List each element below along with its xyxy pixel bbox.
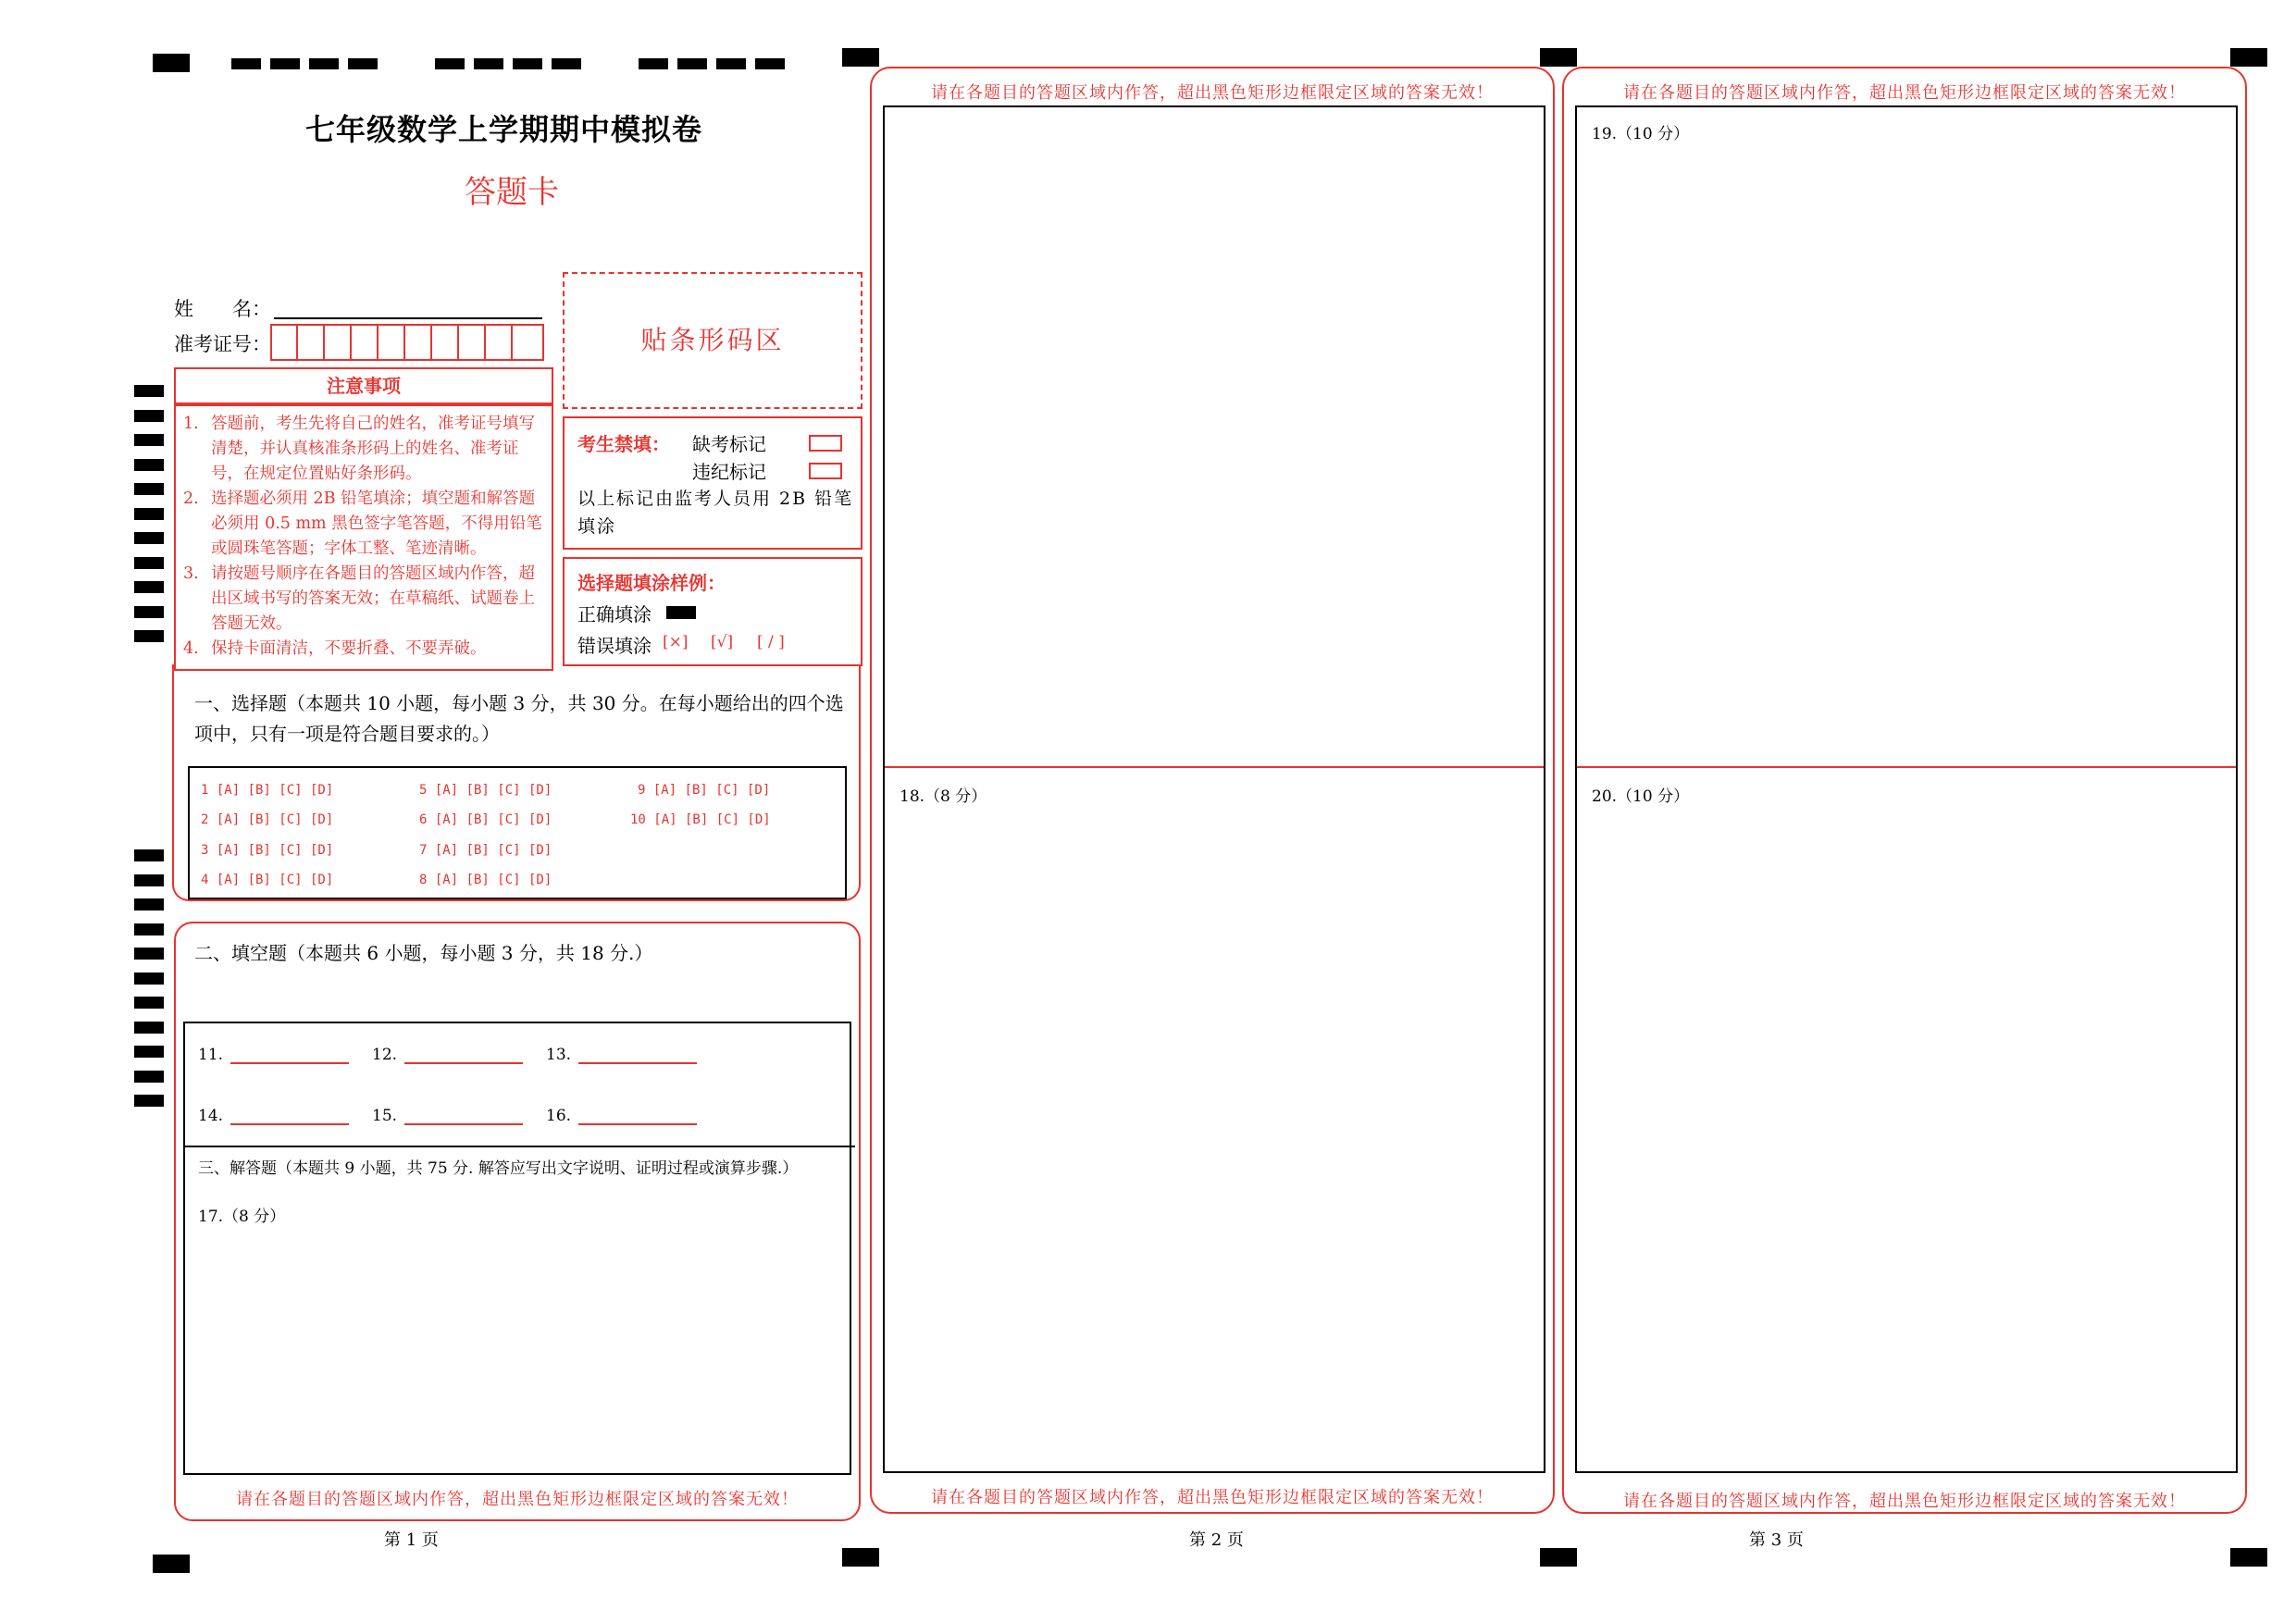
q19-label: 19.（10 分） (1592, 125, 1690, 143)
timing-mark (134, 898, 164, 911)
timing-mark (134, 1022, 164, 1034)
registration-mark (1540, 48, 1577, 67)
timing-mark (134, 997, 164, 1009)
choice-q5[interactable]: 5 [A] [B] [C] [D] (419, 783, 552, 798)
q17-label: 17.（8 分） (198, 1208, 286, 1226)
choice-q3[interactable]: 3 [A] [B] [C] [D] (201, 843, 334, 858)
timing-mark (134, 606, 164, 618)
barcode-label: 贴条形码区 (640, 325, 785, 355)
warning-banner: 请在各题目的答题区域内作答，超出黑色矩形边框限定区域的答案无效！ (1623, 1492, 2186, 1511)
fill-in-area (183, 1022, 851, 1475)
wrong-fill-label: 错误填涂 (577, 635, 652, 657)
blank-label: 15. (372, 1107, 398, 1125)
timing-mark (134, 508, 164, 520)
choice-q2[interactable]: 2 [A] [B] [C] [D] (201, 812, 334, 827)
timing-mark (134, 1046, 164, 1058)
blank-13[interactable] (578, 1044, 697, 1064)
registration-mark (842, 1548, 879, 1567)
violation-label: 违纪标记 (692, 461, 766, 483)
registration-mark (435, 58, 465, 69)
forbidden-note: 以上标记由监考人员用 2B 铅笔填涂 (577, 489, 854, 537)
wrong-mark: [×] (663, 633, 689, 651)
registration-mark (513, 58, 542, 69)
timing-mark (134, 1071, 164, 1083)
id-label: 准考证号： (174, 333, 271, 355)
timing-mark (134, 434, 164, 446)
choice-q9[interactable]: 9 [A] [B] [C] [D] (638, 783, 771, 798)
timing-mark (134, 410, 164, 422)
warning-banner: 请在各题目的答题区域内作答，超出黑色矩形边框限定区域的答案无效！ (931, 83, 1494, 103)
blank-14[interactable] (230, 1105, 349, 1125)
wrong-mark: [ / ] (757, 633, 785, 651)
timing-mark (134, 385, 164, 397)
section1-heading: 一、选择题（本题共 10 小题，每小题 3 分，共 30 分。在每小题给出的四个选项中，只有一项是符合题目要求的。） (194, 692, 844, 745)
timing-mark (134, 532, 164, 544)
registration-mark (309, 58, 339, 69)
warning-banner: 请在各题目的答题区域内作答，超出黑色矩形边框限定区域的答案无效！ (931, 1488, 1494, 1507)
blank-label: 16. (546, 1107, 572, 1125)
divider (885, 766, 1544, 768)
registration-mark (153, 54, 190, 72)
choice-q7[interactable]: 7 [A] [B] [C] [D] (419, 843, 552, 858)
registration-mark (755, 58, 785, 69)
name-line[interactable] (274, 317, 542, 319)
q18-answer-area[interactable] (885, 811, 1544, 1469)
section1-box (172, 664, 861, 901)
q20-label: 20.（10 分） (1592, 787, 1690, 806)
timing-mark (134, 923, 164, 935)
divider (1577, 766, 2236, 768)
registration-mark (231, 58, 261, 69)
notice-item: 4. 保持卡面清洁，不要折叠、不要弄破。 (183, 639, 487, 658)
choice-q4[interactable]: 4 [A] [B] [C] [D] (201, 873, 334, 887)
absent-label: 缺考标记 (692, 433, 766, 455)
page2-answer-frame (883, 105, 1545, 1473)
registration-mark (1540, 1548, 1577, 1567)
notice-title-box (174, 367, 553, 404)
timing-mark (134, 483, 164, 495)
registration-mark (2230, 48, 2267, 67)
violation-checkbox[interactable] (809, 463, 842, 479)
section2-box (174, 922, 861, 1521)
correct-fill-label: 正确填涂 (577, 603, 652, 626)
blank-11[interactable] (230, 1044, 349, 1064)
forbidden-box (563, 416, 863, 550)
notice-item: 3. 请按题号顺序在各题目的答题区域内作答，超出区域书写的答案无效；在草稿纸、试题卷上答题无效。 (183, 564, 535, 633)
choice-q10[interactable]: 10 [A] [B] [C] [D] (630, 812, 771, 827)
timing-mark (134, 1095, 164, 1107)
blank-16[interactable] (578, 1105, 697, 1125)
warning-banner: 请在各题目的答题区域内作答，超出黑色矩形边框限定区域的答案无效！ (236, 1490, 799, 1509)
registration-mark (2230, 1548, 2267, 1567)
answer-card-title: 答题卡 (465, 174, 559, 211)
fill-example-title: 选择题填涂样例： (577, 572, 726, 594)
registration-mark (842, 48, 879, 67)
registration-mark (677, 58, 707, 69)
name-label: 姓 名： (174, 298, 271, 320)
blank-label: 13. (546, 1046, 572, 1064)
timing-mark (134, 973, 164, 985)
warning-banner: 请在各题目的答题区域内作答，超出黑色矩形边框限定区域的答案无效！ (1623, 83, 2186, 103)
q17-continued-area[interactable] (885, 107, 1544, 766)
choice-q1[interactable]: 1 [A] [B] [C] [D] (201, 783, 334, 798)
q19-answer-area[interactable] (1577, 144, 2236, 764)
q17-answer-area[interactable] (185, 1208, 851, 1468)
blank-label: 14. (198, 1107, 224, 1125)
section2-heading: 二、填空题（本题共 6 小题，每小题 3 分，共 18 分.） (194, 942, 653, 964)
timing-mark (134, 874, 164, 886)
registration-mark (270, 58, 300, 69)
notice-item: 2. 选择题必须用 2B 铅笔填涂；填空题和解答题必须用 0.5 mm 黑色签字笔答题，不得用铅笔或圆珠笔答题；字体工整、笔迹清晰。 (183, 489, 542, 558)
blank-label: 12. (372, 1046, 398, 1064)
notice-box (174, 404, 553, 671)
blank-15[interactable] (404, 1105, 523, 1125)
registration-mark (474, 58, 503, 69)
timing-mark (134, 557, 164, 569)
page-number: 第 2 页 (1189, 1530, 1244, 1550)
timing-mark (134, 459, 164, 471)
divider (185, 1146, 855, 1147)
exam-title: 七年级数学上学期期中模拟卷 (305, 112, 703, 147)
choice-q8[interactable]: 8 [A] [B] [C] [D] (419, 873, 552, 887)
absent-checkbox[interactable] (809, 435, 842, 452)
page3-frame (1562, 67, 2247, 1514)
q18-label: 18.（8 分） (900, 787, 987, 806)
page-number: 第 3 页 (1749, 1530, 1804, 1550)
blank-12[interactable] (404, 1044, 523, 1064)
wrong-mark: [√] (711, 633, 734, 651)
notice-title: 注意事项 (327, 375, 401, 397)
barcode-area (563, 272, 863, 409)
notice-item: 1. 答题前，考生先将自己的姓名，准考证号填写清楚，并认真核准条形码上的姓名、准考证号，在规定位置贴好条形码。 (183, 415, 535, 483)
filled-mark-icon (666, 606, 696, 619)
q20-answer-area[interactable] (1577, 811, 2236, 1469)
forbidden-title: 考生禁填： (577, 433, 670, 455)
fill-example-box (563, 557, 863, 666)
page-number: 第 1 页 (384, 1530, 439, 1550)
page2-frame (870, 67, 1555, 1514)
section3-heading: 三、解答题（本题共 9 小题，共 75 分. 解答应写出文字说明、证明过程或演算步骤.） (198, 1159, 799, 1178)
choice-q6[interactable]: 6 [A] [B] [C] [D] (419, 812, 552, 827)
registration-mark (716, 58, 746, 69)
registration-mark (348, 58, 378, 69)
timing-mark (134, 948, 164, 960)
choice-grid (188, 766, 847, 899)
timing-mark (134, 849, 164, 861)
id-cells[interactable] (270, 324, 544, 361)
registration-mark (153, 1555, 190, 1573)
blank-label: 11. (198, 1046, 224, 1064)
timing-mark (134, 630, 164, 642)
page3-answer-frame (1575, 105, 2238, 1473)
registration-mark (639, 58, 668, 69)
registration-mark (552, 58, 581, 69)
timing-mark (134, 581, 164, 593)
